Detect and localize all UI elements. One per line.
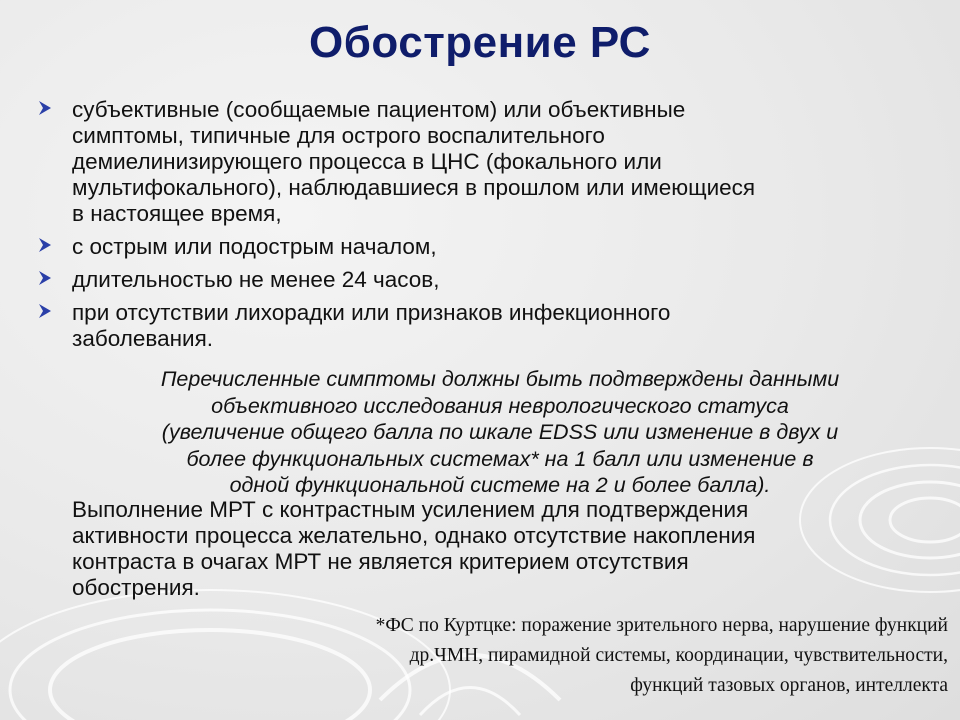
blue-arrowhead-icon [38, 303, 52, 319]
bullet-line: длительностью не менее 24 часов, [72, 267, 440, 292]
footnote-line: *ФС по Куртцке: поражение зрительного нерва, нарушение функций [375, 615, 948, 636]
slide-title: Обострение РС [309, 18, 651, 67]
footnote-line: функций тазовых органов, интеллекта [630, 675, 948, 696]
bullet-item [38, 97, 938, 227]
bullet-line: мультифокального), наблюдавшиеся в прошлом или имеющиеся [72, 175, 756, 200]
paragraph-line: обострения. [72, 575, 200, 600]
paragraph-line: активности процесса желательно, однако отсутствие накопления [72, 523, 756, 548]
footnote [188, 611, 948, 701]
blue-arrowhead-icon [38, 270, 52, 286]
italic-note [72, 366, 928, 499]
bullet-line: с острым или подострым началом, [72, 234, 437, 259]
bullet-line: демиелинизирующего процесса в ЦНС (фокального или [72, 149, 662, 174]
blue-arrowhead-icon [38, 100, 52, 116]
bullet-line: симптомы, типичные для острого воспалительного [72, 123, 605, 148]
mri-paragraph [72, 497, 932, 601]
blue-arrowhead-icon [38, 237, 52, 253]
bullet-line: при отсутствии лихорадки или признаков инфекционного [72, 300, 671, 325]
paragraph-line: Выполнение МРТ с контрастным усилением для подтверждения [72, 497, 749, 522]
bullet-list [38, 97, 938, 359]
note-line: одной функциональной системе на 2 и более балла). [229, 473, 771, 497]
bullet-line: в настоящее время, [72, 201, 282, 226]
note-line: объективного исследования неврологического статуса [211, 393, 789, 418]
footnote-line: др.ЧМН, пирамидной системы, координации, чувствительности, [409, 645, 948, 666]
bullet-line: субъективные (сообщаемые пациентом) или объективные [72, 97, 686, 122]
bullet-item [38, 267, 938, 293]
note-line: Перечисленные симптомы должны быть подтверждены данными [160, 367, 840, 391]
bullet-item [38, 300, 938, 352]
note-line: более функциональных системах* на 1 балл или изменение в [186, 446, 814, 471]
paragraph-line: контраста в очагах МРТ не является критерием отсутствия [72, 549, 689, 574]
bullet-line: заболевания. [72, 326, 214, 351]
bullet-item [38, 234, 938, 260]
note-line: (увеличение общего балла по шкале EDSS или изменение в двух и [161, 420, 839, 444]
